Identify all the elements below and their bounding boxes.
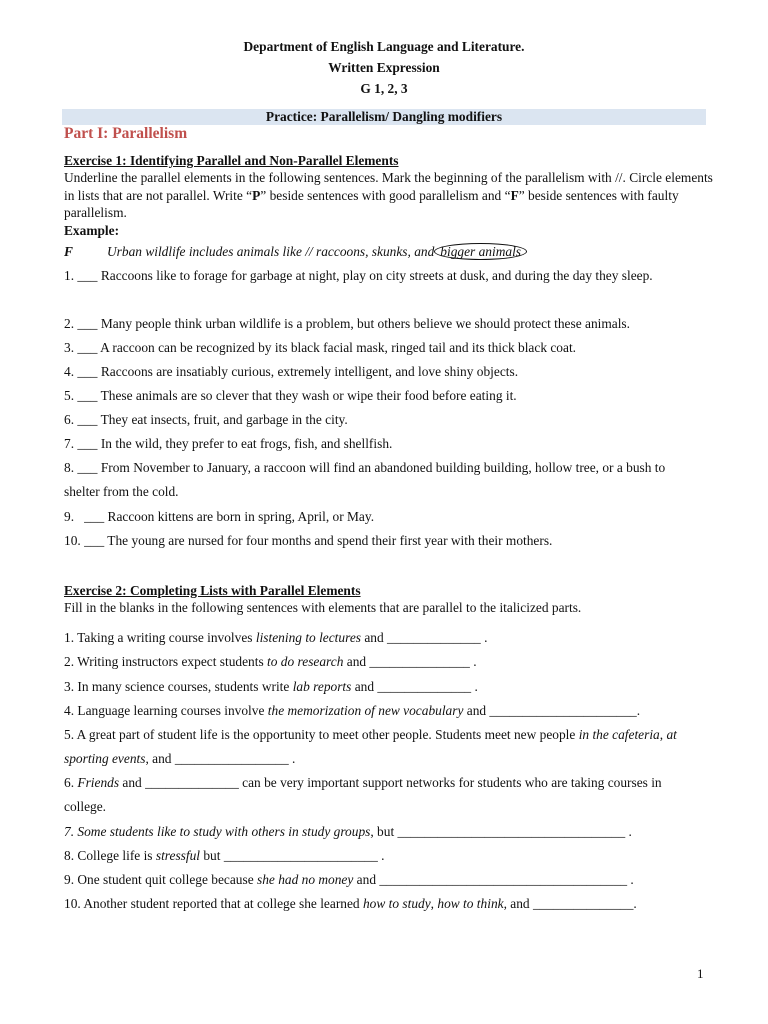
ex2-item <box>64 868 704 892</box>
department-title: Department of English Language and Literature. <box>243 39 525 54</box>
ex1-item: 10. ___ The young are nursed for four months and spend their first year with their mothers. <box>64 533 553 548</box>
ex2-item <box>64 771 704 819</box>
document-header <box>0 36 768 99</box>
instr-f-letter: F <box>510 187 519 203</box>
q-text: 6. <box>64 775 78 790</box>
q-text: 9. One student quit college because <box>64 872 257 887</box>
q-italic: she had no money <box>257 872 354 887</box>
exercise-1-instructions <box>64 169 714 222</box>
instr-text-c: ” beside sentences with faulty parallelism. <box>64 187 679 220</box>
q-italic: listening to lectures <box>255 630 361 645</box>
q-italic: at sporting events <box>64 727 677 766</box>
exercise-2-title: Exercise 2: Completing Lists with Parallel Elements <box>64 583 361 598</box>
example-circled-phrase: bigger animals <box>434 243 527 260</box>
ex1-item: 2. ___ Many people think urban wildlife is a problem, but others believe we should protect these animals. <box>64 316 630 331</box>
example-label: Example: <box>64 222 120 238</box>
q-text: 4. Language learning courses involve <box>64 703 268 718</box>
instr-text-b: ” beside sentences with good parallelism and “ <box>260 187 511 203</box>
ex2-item <box>64 892 704 916</box>
example-letter: F <box>64 244 73 259</box>
q-blank: and ______________ . <box>351 679 478 694</box>
q-text: 1. Taking a writing course involves <box>64 630 256 645</box>
q-text: 2. Writing instructors expect students <box>64 654 268 669</box>
ex1-item: 5. ___ These animals are so clever that they wash or wipe their food before eating it. <box>64 388 517 403</box>
q-text: 5. A great part of student life is the opportunity to meet other people. Students meet new people <box>64 727 579 742</box>
q-blank: and _______________ . <box>343 654 477 669</box>
q-italic: Friends <box>77 775 120 790</box>
exercise-1-header <box>64 152 714 240</box>
exercise-1-title: Exercise 1: Identifying Parallel and Non-Parallel Elements <box>64 153 399 168</box>
ex1-item: 1. ___ Raccoons like to forage for garbage at night, play on city streets at dusk, and during the day they sleep. <box>64 268 653 283</box>
ex1-item: 7. ___ In the wild, they prefer to eat frogs, fish, and shellfish. <box>64 436 393 451</box>
q-italic: stressful <box>155 848 201 863</box>
exercise-2-header <box>64 582 714 617</box>
ex2-item <box>64 650 704 674</box>
practice-title-bar: Practice: Parallelism/ Dangling modifiers <box>62 109 706 125</box>
q-blank: and _____________________________________ . <box>353 872 634 887</box>
instr-p-letter: P <box>252 187 261 203</box>
q-blank: and ______________ . <box>360 630 488 645</box>
ex1-item: 9. ___ Raccoon kittens are born in spring, April, or May. <box>64 509 375 524</box>
q-blank: , but __________________________________ . <box>370 824 632 839</box>
ex1-item: 8. ___ From November to January, a raccoon will find an abandoned building building, hollow tree, or a bush to shelter from the cold. <box>64 460 666 499</box>
q-text: 3. In many science courses, students write <box>64 679 293 694</box>
q-italic: how to think <box>437 896 504 911</box>
ex2-item <box>64 699 704 723</box>
course-title: Written Expression <box>328 60 440 75</box>
q-text: 8. College life is <box>64 848 156 863</box>
q-blank: and ______________________. <box>463 703 641 718</box>
exercise-2-instructions: Fill in the blanks in the following sentences with elements that are parallel to the italicized parts. <box>64 600 582 615</box>
q-italic: to do research <box>267 654 344 669</box>
ex2-item <box>64 626 704 650</box>
part-title: Part I: Parallelism <box>64 125 188 142</box>
q-text: 10. Another student reported that at college she learned <box>64 896 363 911</box>
q-text: , <box>659 727 667 742</box>
q-blank: and ______________ can be very important support networks for students who are taking courses in college. <box>64 775 662 814</box>
ex2-item <box>64 844 704 868</box>
example-sentence <box>64 243 527 260</box>
example-text: Urban wildlife includes animals like // raccoons, skunks, and <box>107 244 435 259</box>
groups-label: G 1, 2, 3 <box>360 81 408 96</box>
ex2-item <box>64 820 704 844</box>
q-blank: , and _________________ . <box>145 751 296 766</box>
ex1-item: 4. ___ Raccoons are insatiably curious, extremely intelligent, and love shiny objects. <box>64 364 519 379</box>
q-italic: 7. Some students like to study with others in study groups <box>64 824 371 839</box>
q-italic: the memorization of new vocabulary <box>267 703 464 718</box>
q-italic: in the cafeteria <box>578 727 660 742</box>
ex1-item: 6. ___ They eat insects, fruit, and garbage in the city. <box>64 412 348 427</box>
q-italic: lab reports <box>292 679 352 694</box>
q-blank: , and _______________. <box>503 896 637 911</box>
q-blank: but _______________________ . <box>200 848 385 863</box>
page-number: 1 <box>697 966 704 981</box>
instr-text-a: Underline the parallel elements in the following sentences. Mark the beginning of the parallelism with //. Circle elements in lists that are not parallel. Write “ <box>64 170 713 203</box>
ex2-item <box>64 675 704 699</box>
ex1-item: 3. ___ A raccoon can be recognized by its black facial mask, ringed tail and its thick black coat. <box>64 340 577 355</box>
q-italic: how to study <box>362 896 431 911</box>
q-text: , <box>430 896 438 911</box>
ex2-item <box>64 723 704 771</box>
